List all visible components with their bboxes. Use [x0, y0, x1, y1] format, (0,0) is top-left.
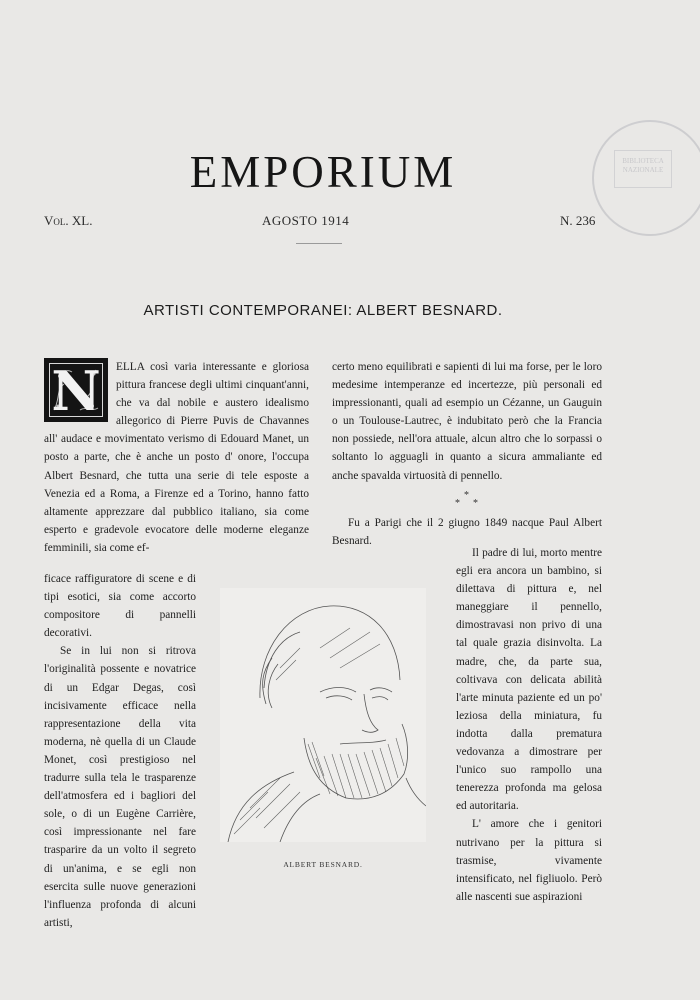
column-left-top — [44, 358, 309, 557]
masthead-rule — [296, 243, 342, 244]
paragraph-parents: Il padre di lui, morto mentre egli era ancora un bambino, si dilettava di pittura e, nel maneggiare il pennello, dimostravasi non privo di una tal quale grazia disinvolta. La madre, che, da parte sua, coltivava con delicata abilità l'arte minuta paziente ed un po' leziosa della miniatura, fu indotta dalla prematura vedovanza a dimostrare per l'unico suo rampollo una tenerezza profonda ma gelosa ed autoritaria. — [456, 547, 602, 813]
masthead-title: EMPORIUM — [189, 147, 457, 197]
section-asterism — [452, 490, 482, 510]
paragraph-intro: ELLA così varia interessante e gloriosa pittura francese degli ultimi cinquant'anni, che va dal nobile e austero idealismo allegorico di Pierre Puvis de Chavannes all' audace e movimentato verismo di Edouard Manet, un posto a parte, che è anche un posto d' onore, l'occupa Albert Besnard, che tutta una serie di tele esposte a Venezia ed a Roma, a Firenze ed a Torino, hanno fatto altamente apprezzare dal pubblico italiano, sia come esperto e gradevole evocatore delle moderne eleganze femminili, sia come ef- — [44, 361, 309, 554]
column-right-lower — [456, 544, 602, 906]
issue-number: N. 236 — [560, 213, 596, 228]
paragraph-birth: Fu a Parigi che il 2 giugno 1849 nacque Paul Albert Besnard. — [332, 517, 602, 548]
library-stamp-label: BIBLIOTECA NAZIONALE — [614, 150, 672, 188]
asterism-star-icon: * — [473, 498, 478, 509]
portrait-sketch-icon — [220, 588, 426, 842]
portrait-illustration — [220, 588, 426, 842]
issue-date: AGOSTO 1914 — [262, 213, 350, 228]
asterism-star-icon: * — [464, 490, 469, 501]
asterism-star-icon: * — [455, 498, 460, 509]
paragraph-contemporaries: certo meno equilibrati e sapienti di lui ma forse, per le loro medesime intemperanze ed incertezze, più personali ed impressionanti, quali ad esempio un Cézanne, un Gauguin o un Toulouse-Lautrec, è indubitato però che la Francia non possiede, nell'ora attuale, alcun altro che lo sorpassi o soltanto lo agguagli in quanto a sicura ammaliante ed anche spavalda virtuosità di pennello. — [332, 361, 602, 482]
issue-volume: Vol. XL. — [44, 213, 93, 228]
ornamental-dropcap — [44, 358, 108, 422]
column-left-lower — [44, 570, 196, 932]
portrait-caption: ALBERT BESNARD. — [283, 860, 363, 869]
paragraph-comparison: Se in lui non si ritrova l'originalità possente e novatrice di un Edgar Degas, così incisivamente efficace nella rappresentazione della vita moderna, nè quella di un Claude Monet, così prestigioso nel tradurre sulla tela le trasparenze dell'atmosfera ed i bagliori del sole, o di un Eugène Carrière, così impressionante nel fare trasparire da un volto il segreto di un'anima, e se egli non esercita sulle nuove generazioni l'influenza profonda di alcuni artisti, — [44, 645, 196, 929]
paragraph-intro-continued: ficace raffiguratore di scene e di tipi esotici, sia come accorto compositore di pannelli decorativi. — [44, 573, 196, 640]
column-right-top — [332, 358, 602, 485]
article-title: ARTISTI CONTEMPORANEI: ALBERT BESNARD. — [143, 302, 503, 319]
dropcap-letter: N — [51, 359, 101, 423]
paragraph-love-of-painting: L' amore che i genitori nutrivano per la pittura si trasmise, vivamente intensificato, nel figliuolo. Però alle nascenti sue aspirazioni — [456, 818, 602, 903]
